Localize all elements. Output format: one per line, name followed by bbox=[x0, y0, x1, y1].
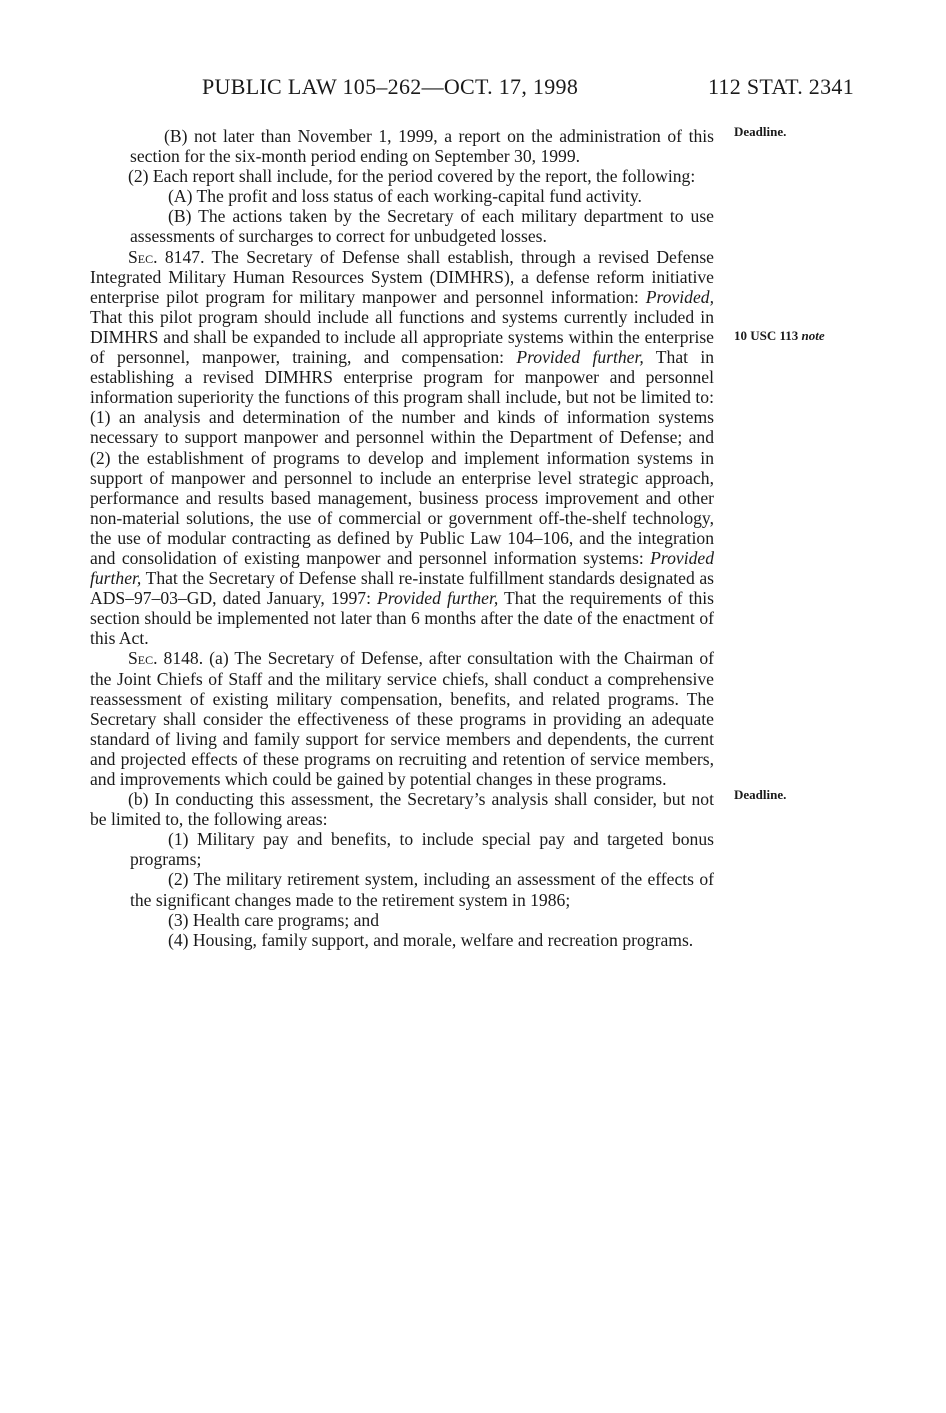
proviso-italic: Provided, bbox=[645, 286, 714, 307]
section-8147 bbox=[90, 247, 714, 649]
section-text: That the requirements of this section should be implemented not later than 6 months after the date of the enactment of this Act. bbox=[90, 588, 714, 649]
paragraph-a-profit-loss bbox=[90, 186, 714, 206]
paragraph-2-each-report bbox=[90, 166, 714, 186]
paragraph-text: (2) Each report shall include, for the period covered by the report, the following: bbox=[128, 166, 696, 187]
paragraph-b-report bbox=[90, 126, 714, 166]
paragraph-b-actions bbox=[90, 206, 714, 246]
header-stat-page: 112 STAT. 2341 bbox=[707, 74, 854, 99]
section-label: Sec. bbox=[128, 648, 158, 669]
paragraph-b-assessment bbox=[90, 789, 714, 829]
proviso-italic: Provided further, bbox=[90, 547, 714, 589]
paragraph-text: (2) The military retirement system, including an assessment of the effects of the significant changes made to the retirement system in 1986; bbox=[130, 869, 714, 910]
list-item-4-housing bbox=[90, 930, 714, 950]
list-item-2-retirement bbox=[90, 869, 714, 909]
margin-note-usc-reference bbox=[734, 328, 825, 344]
proviso-italic: Provided further, bbox=[516, 347, 644, 368]
paragraph-text: (1) Military pay and benefits, to include special pay and targeted bonus programs; bbox=[130, 829, 714, 870]
list-item-1-pay bbox=[90, 829, 714, 869]
paragraph-text: (A) The profit and loss status of each working-capital fund activity. bbox=[168, 186, 642, 207]
margin-note-usc-text: 10 USC 113 bbox=[734, 328, 799, 343]
section-8148 bbox=[90, 648, 714, 789]
paragraph-text: (b) In conducting this assessment, the Secretary’s analysis shall consider, but not be limited to, the following areas: bbox=[90, 789, 714, 830]
margin-note-usc-note: note bbox=[801, 328, 825, 343]
section-text: That the Secretary of Defense shall re-instate fulfillment standards designated as ADS–97–03–GD, dated January, 1997: bbox=[90, 568, 714, 609]
margin-note-deadline-1: Deadline. bbox=[734, 124, 787, 139]
header-law-citation: PUBLIC LAW 105–262—OCT. 17, 1998 bbox=[202, 74, 579, 99]
paragraph-text: (3) Health care programs; and bbox=[168, 909, 380, 930]
list-item-3-health bbox=[90, 910, 714, 930]
body-text-column bbox=[90, 126, 714, 950]
paragraph-text: (B) The actions taken by the Secretary of each military department to use assessments of surcharges to correct for unbudgeted losses. bbox=[130, 206, 714, 247]
paragraph-text: (B) not later than November 1, 1999, a report on the administration of this section for the six-month period ending on September 30, 1999. bbox=[130, 126, 714, 167]
proviso-italic: Provided further, bbox=[377, 588, 499, 609]
section-text: That in establishing a revised DIMHRS enterprise program for manpower and personnel information superiority the functions of this program shall include, but not be limited to: (1) an analysis and determination of the number and kinds of information systems necessary to support manpower and personnel within the Department of Defense; and (2) the establishment of programs to develop and implement information systems in support of manpower and personnel to include an enterprise level strategic approach, performance and results based management, business process improvement and other non-material solutions, the use of commercial or government off-the-shelf technology, the use of modular contracting as defined by Public Law 104–106, and the integration and consolidation of existing manpower and personnel information systems: bbox=[90, 347, 715, 568]
running-header bbox=[90, 74, 854, 104]
section-text: That this pilot program should include all functions and systems currently included in DIMHRS and shall be expanded to include all appropriate systems within the enterprise of personnel, manpower, training, and compensation: bbox=[90, 306, 714, 368]
margin-note-deadline-2: Deadline. bbox=[734, 787, 787, 802]
section-label: Sec. bbox=[128, 246, 158, 267]
section-text: 8148. (a) The Secretary of Defense, after consultation with the Chairman of the Joint Chiefs of Staff and the military service chiefs, shall conduct a comprehensive reassessment of existing military compensation, benefits, and related programs. The Secretary shall consider the effectiveness of these programs in providing an adequate standard of living and family support for service members and dependents, the current and projected effects of these programs on recruiting and retention of service members, and improvements which could be gained by potential changes in these programs. bbox=[90, 648, 714, 789]
paragraph-text: (4) Housing, family support, and morale, welfare and recreation programs. bbox=[168, 929, 694, 950]
section-text: 8147. The Secretary of Defense shall establish, through a revised Defense Integrated Military Human Resources System (DIMHRS), a defense reform initiative enterprise pilot program for military manpower and personnel information: bbox=[90, 246, 714, 307]
